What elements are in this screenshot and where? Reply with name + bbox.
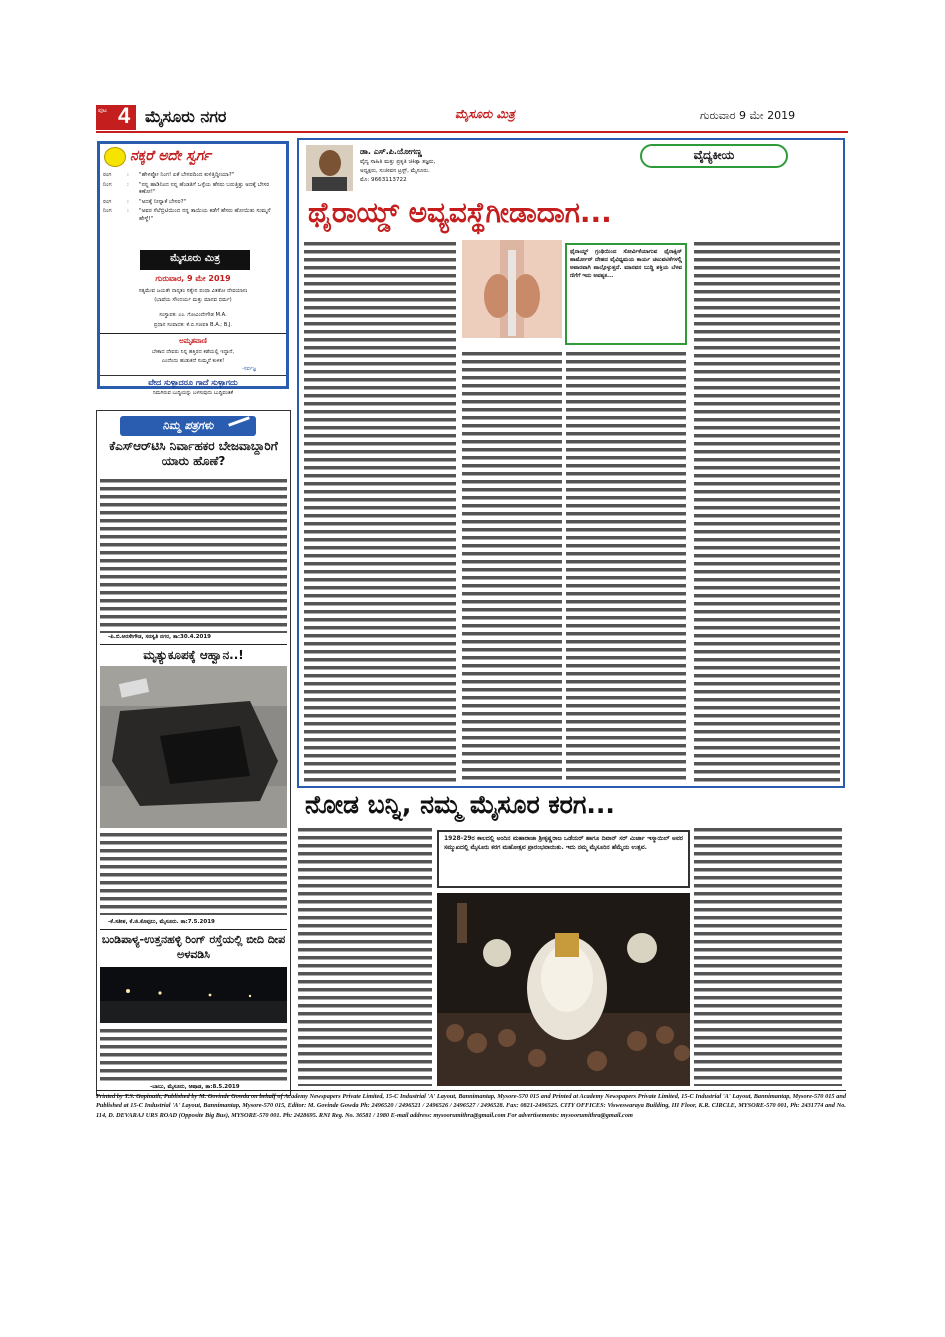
- dialogue: "ಅದಕ್ಕೆ ನೀನ್ಯಾಕೆ ಬೇಸರ?": [139, 198, 187, 205]
- letter-body: [100, 477, 287, 633]
- speaker: ರಂಗ: [103, 172, 112, 178]
- quote-line: ಎಂದೆಂದು ಹುಡುಕದೆ ಸುಮ್ಮನೆ ಕುಳಿತ!: [161, 358, 225, 364]
- author-name: ಡಾ. ಎಸ್.ಪಿ.ಯೋಗಣ್ಣ: [360, 147, 422, 156]
- article-body-column: [462, 350, 562, 782]
- mini-masthead-title: ಮೈಸೂರು ಮಿತ್ರ: [170, 253, 220, 264]
- dialogue: "ಅವರ ಸೆಲೆಬ್ರಿಟಿಯಿಂದ ನನ್ನ ತಾಯಿಯ ಕಡೆಗೆ ಹೆಸರು ಹೋಯಿತು ಸುಮ್ಮನೆ ಹೇಳ್ದೆ!": [139, 208, 271, 222]
- pothole-image: [100, 666, 287, 828]
- header-date: ಗುರುವಾರ 9 ಮೇ 2019: [700, 109, 796, 122]
- mini-masthead-date: ಗುರುವಾರ, 9 ಮೇ 2019: [155, 274, 231, 283]
- article-body-column: [298, 826, 432, 1086]
- karaga-highlight-box: [437, 830, 690, 888]
- author-credential: ವೈದ್ಯ ಸಾಹಿತಿ ಮತ್ತು ಪ್ರಕೃತಿ ಚಿಕಿತ್ಸಾ ತಜ್ಞರು,: [360, 159, 436, 165]
- article-body-column: [304, 240, 456, 782]
- letter-signature: -ಬಾಬು, ಮೈಸೂರು, ಆಷಾಡ, ತಾ:8.5.2019: [150, 1084, 240, 1090]
- letter-body: [100, 1027, 287, 1081]
- editor-line: ಪ್ರಧಾನ ಸಂಪಾದಕ: ಕೆ.ಬಿ.ಗಣಪತಿ B.A.; B.J.: [153, 322, 233, 328]
- karaga-photo: [437, 893, 690, 1086]
- medical-headline: ಥೈರಾಯ್ಡ್ ಅವ್ಯವಸ್ಥೆಗೀಡಾದಾಗ...: [308, 196, 612, 229]
- author-mobile: ಮೊ: 9663113722: [360, 177, 407, 183]
- speaker: ನಿಂಗ: [103, 181, 112, 188]
- karaga-headline: ನೋಡ ಬನ್ನಿ, ನಮ್ಮ ಮೈಸೂರ ಕರಗ...: [305, 790, 615, 819]
- letter-title: ಕೆಎಸ್‌ಆರ್‌ಟಿಸಿ ನಿರ್ವಾಹಕರ ಬೇಜವಾಬ್ದಾರಿಗೆ ಯಾರು ಹೊಣೆ?: [109, 439, 278, 468]
- speaker: ರಂಗ: [103, 198, 112, 205]
- humor-rows: [103, 172, 285, 223]
- divider: [100, 929, 287, 930]
- colon: :: [127, 198, 129, 205]
- karaga-highlight-text: 1928-29ರ ಕಾಲದಲ್ಲಿ ಅಂದಿನ ಮಹಾರಾಜಾ ಶ್ರೀಕೃಷ್ಣರಾಜ ಒಡೆಯರ್ ಹಾಗೂ ದಿವಾನ್ ಸರ್ ಮಿರ್ಜಾ ಇಸ್ಮಾಯಿಲ್ ಅವರ ಸಮ್ಮುಖದಲ್ಲಿ ಮೈಸೂರು ಕರಗ ಮಹೋತ್ಸವ ಪ್ರಾರಂಭವಾಯಿತು. ಇದು ನಮ್ಮ ಮೈಸೂರಿನ ಹೆಮ್ಮೆಯ ಉತ್ಸವ.: [444, 835, 683, 851]
- quote-author: -ಸರ್ವಜ್ಞ: [242, 366, 257, 372]
- divider: [100, 644, 287, 645]
- author-photo: [306, 145, 353, 191]
- night-road-photo: [100, 967, 287, 1023]
- motto-sub: ನಿಮಗಿರುವ ಬುದ್ಧಿಯನ್ನು ಬಳಸುವುದು ಬುದ್ಧಿವಂತಿಕೆ: [153, 390, 233, 396]
- highlight-box: [565, 243, 687, 345]
- letter-body: [100, 831, 287, 915]
- letters-banner-text: ನಿಮ್ಮ ಪತ್ರಗಳು: [162, 419, 214, 432]
- article-body-column: [694, 826, 842, 1086]
- footer-rule: [96, 1090, 846, 1091]
- motto: ವೇದ ಸುಳ್ಳಾದರೂ ಗಾದೆ ಸುಳ್ಳಾಗದು: [148, 378, 238, 387]
- humor-row: [103, 182, 285, 197]
- quote-line: ಬೇಕಾದ ದೇವರು ನಿನ್ನ ಹತ್ತಿರದ ಕಡೆಯಲ್ಲಿ ಇದ್ದಾನೆ,: [151, 349, 235, 355]
- highlight-text: ಥೈರಾಯ್ಡ್ ಗ್ರಂಥಿಯಿಂದ ಸೋರ್ವಿಕೆಯಾಗುವ ಥೈರಾಕ್ಸಿನ್ ಹಾರ್ಮೋನ್ ದೇಹದ ವೈವಿಧ್ಯಮಯ ಕಾರ್ಯ ಚಟುವಟಿಕೆಗಳಲ್ಲಿ ಅಪಾರವಾಗಿ ಪಾಲ್ಗೊಳ್ಳುತ್ತದೆ. ಮಾನವನ ಬುದ್ಧಿ ಶಕ್ತಿಯ ಬೆಳವಣಿಗೆಗೆ ಇದು ಅವಶ್ಯಕ...: [570, 249, 682, 279]
- divider: [100, 333, 286, 334]
- article-body-column: [694, 240, 840, 782]
- colon: :: [127, 181, 129, 188]
- humor-row: [103, 172, 285, 180]
- dialogue: "ಹೇಳಪ್ಪೋ ನಿಂಗ! ಏಕೆ ಬೇಸರದಿಂದ ಕುಳಿತ್ತಿದ್ದೀಯಾ?": [139, 172, 235, 178]
- humor-row: [103, 208, 285, 223]
- header-rule: [96, 131, 848, 133]
- article-body-column: [566, 350, 686, 782]
- letter-title: ಬಂಡಿಪಾಳ್ಯ-ಉತ್ತನಹಳ್ಳಿ ರಿಂಗ್ ರಸ್ತೆಯಲ್ಲಿ ಬೀದಿ ದೀಪ ಅಳವಡಿಸಿ: [101, 933, 286, 961]
- letter-signature: -ಕೆ.ಸತೀಶ, ಕೆ.ಜಿ.ಕೊಪ್ಪಲು, ಮೈಸೂರು. ತಾ:7.5.2019: [108, 919, 215, 925]
- humor-row: [103, 199, 285, 207]
- quote-title: ಅಮೃತವಾಣಿ: [179, 337, 207, 345]
- mini-masthead-slogan: ಸತ್ಯಮೇವ ಜಯತೇ ನಾನೃತಂ ಸತ್ಯೇನ ಪಂಥಾ ವಿತತೋ ದೇವಯಾನಃ: [138, 288, 248, 294]
- page-label: ಪುಟ: [98, 107, 107, 114]
- thyroid-image: [462, 240, 562, 338]
- author-credential: ಅಧ್ಯಕ್ಷರು, ಸುಜೀವನ ಟ್ರಸ್ಟ್, ಮೈಸೂರು.: [360, 168, 430, 174]
- mini-masthead-slogan-sub: (ಭಾಷೆಯ ಸೌಂದರ್ಯ ಮತ್ತು ಮಾನವ ಧರ್ಮ): [154, 297, 232, 303]
- karaga-procession-image: [437, 893, 690, 1086]
- colon: :: [127, 172, 129, 178]
- laughing-face-icon: [104, 147, 126, 167]
- thyroid-illustration: [462, 240, 562, 338]
- section-title: ಮೈಸೂರು ನಗರ: [145, 107, 227, 126]
- footer-imprint: Printed by T.S. Gopinath, Published by M. Govinde Gowda on behalf of Academy Newspapers Private Limited, 15-C Industrial 'A' Layout, Bannimantap, Mysore-570 015 and Printed at Academy Newspapers Private Limited, 15-C Industrial 'A' Layout, Bannimantap, Mysore-570 015 and Published at 15-C Industrial 'A' Layout, Bannimantap, Mysore-570 015, Editor: M. Govinde Gowda Ph: 2496520 / 2496521 / 2496526 / 2496527 / 2496528. Fax: 0821-2496525. CITY OFFICES: Visweswaraya Building, III Floor, K.R. CIRCLE, MYSORE-570 001, Ph: 2431774 and No. 114, D. DEVARAJ URS ROAD (Opposite Big Bus), MYSORE-570 001. Ph: 2428695. RNI Reg. No. 36581 / 1980 E-mail address: mysoorumithra@gmail.com For advertisements: mysoorumithra@gmail.com: [96, 1093, 846, 1119]
- page-number: 4: [118, 103, 131, 128]
- pothole-photo: [100, 666, 287, 828]
- letter-signature: -ಪಿ.ಬಿ.ಅರಸೇಗೌಡ, ಸರಸ್ವತಿ ನಗರ, ತಾ:30.4.2019: [108, 634, 212, 640]
- dialogue: "ನನ್ನ ಹಾಡಿನಿಂದ ನನ್ನ ಹೆಂಡತಿಗೆ ಒಳ್ಳೆಯ ಹೆಸರು ಬರುತ್ತಿತ್ತು ಅದಕ್ಕೆ ಬೇಸರ ಕಣೋ!": [139, 181, 270, 195]
- humor-title: ನಕ್ಕರೆ ಅದೇ ಸ್ವರ್ಗ: [130, 148, 211, 164]
- letter-title: ಮೃತ್ಯುಕೂಪಕ್ಕೆ ಆಹ್ವಾನ..!: [143, 648, 244, 662]
- section-tag-text: ವೈದ್ಯಕೀಯ: [693, 148, 735, 162]
- author-portrait: [306, 145, 353, 191]
- night-road-image: [100, 967, 287, 1023]
- speaker: ನಿಂಗ: [103, 208, 112, 214]
- masthead-logo: ಮೈಸೂರು ಮಿತ್ರ: [455, 107, 515, 121]
- colon: :: [127, 208, 129, 214]
- founder-line: ಸಂಸ್ಥಾಪಕ: ಎಂ. ಗೋವಿಂದೇಗೌಡ M.A.: [159, 312, 227, 318]
